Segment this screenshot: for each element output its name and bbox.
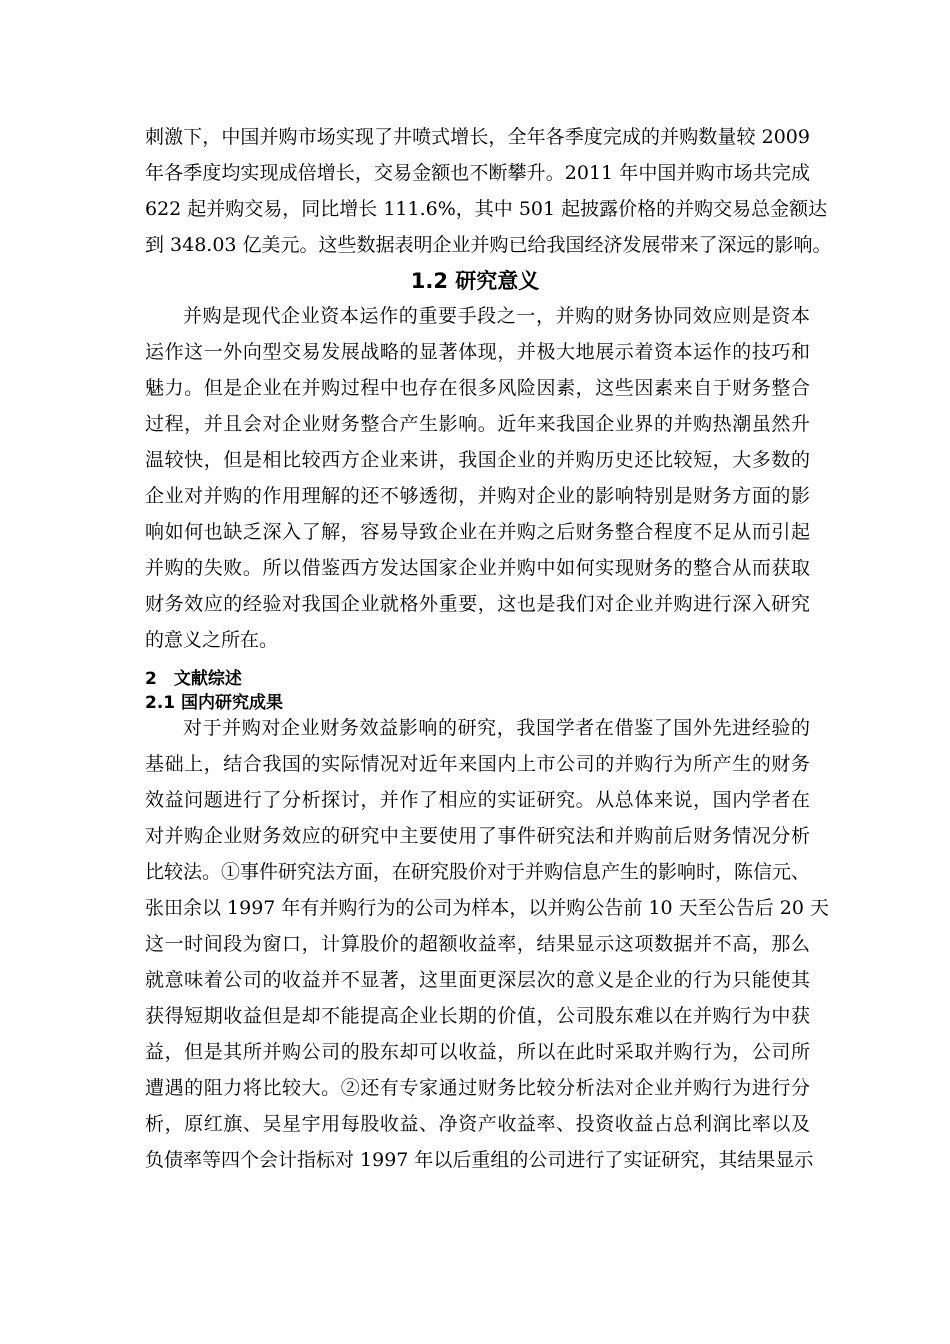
paragraph-line: 企业对并购的作用理解的还不够透彻，并购对企业的影响特别是财务方面的影 <box>145 485 810 507</box>
paragraph-line: 的意义之所在。 <box>145 629 279 651</box>
paragraph-line: 并购是现代企业资本运作的重要手段之一，并购的财务协同效应则是资本 <box>183 305 810 327</box>
paragraph-line: 遭遇的阻力将比较大。②还有专家通过财务比较分析法对企业并购行为进行分 <box>145 1077 810 1099</box>
paragraph-line: 到 348.03 亿美元。这些数据表明企业并购已给我国经济发展带来了深远的影响。 <box>145 234 832 256</box>
paragraph-line: 这一时间段为窗口，计算股价的超额收益率，结果显示这项数据并不高，那么 <box>145 933 810 955</box>
paragraph-line: 622 起并购交易，同比增长 111.6%，其中 501 起披露价格的并购交易总金额达 <box>145 198 828 220</box>
section-heading-1-2: 1.2 研究意义 <box>410 269 540 293</box>
paragraph-line: 就意味着公司的收益并不显著，这里面更深层次的意义是企业的行为只能使其 <box>145 969 810 991</box>
paragraph-line: 效益问题进行了分析探讨，并作了相应的实证研究。从总体来说，国内学者在 <box>145 789 810 811</box>
paragraph-line: 张田余以 1997 年有并购行为的公司为样本，以并购公告前 10 天至公告后 20 天 <box>145 897 829 919</box>
paragraph-line: 过程，并且会对企业财务整合产生影响。近年来我国企业界的并购热潮虽然升 <box>145 413 810 435</box>
paragraph-line: 比较法。①事件研究法方面，在研究股价对于并购信息产生的影响时，陈信元、 <box>145 861 811 883</box>
paragraph-line: 获得短期收益但是却不能提高企业长期的价值，公司股东难以在并购行为中获 <box>145 1005 810 1027</box>
paragraph-line: 刺激下，中国并购市场实现了井喷式增长，全年各季度完成的并购数量较 2009 <box>145 126 810 148</box>
paragraph-line: 年各季度均实现成倍增长，交易金额也不断攀升。2011 年中国并购市场共完成 <box>145 162 810 184</box>
section-heading-2-1: 2.1 国内研究成果 <box>145 693 284 713</box>
paragraph-line: 对并购企业财务效应的研究中主要使用了事件研究法和并购前后财务情况分析 <box>145 825 810 847</box>
paragraph-line: 益，但是其所并购公司的股东却可以收益，所以在此时采取并购行为，公司所 <box>145 1041 810 1063</box>
paragraph-line: 析，原红旗、吴星宇用每股收益、净资产收益率、投资收益占总利润比率以及 <box>145 1113 810 1135</box>
paragraph-line: 财务效应的经验对我国企业就格外重要，这也是我们对企业并购进行深入研究 <box>145 593 810 615</box>
paragraph-line: 基础上，结合我国的实际情况对近年来国内上市公司的并购行为所产生的财务 <box>145 753 810 775</box>
section-heading-2: 2 文献综述 <box>145 669 242 689</box>
paragraph-line: 运作这一外向型交易发展战略的显著体现，并极大地展示着资本运作的技巧和 <box>145 341 810 363</box>
paragraph-line: 魅力。但是企业在并购过程中也存在很多风险因素，这些因素来自于财务整合 <box>145 377 810 399</box>
paragraph-line: 并购的失败。所以借鉴西方发达国家企业并购中如何实现财务的整合从而获取 <box>145 557 810 579</box>
paragraph-line: 温较快，但是相比较西方企业来讲，我国企业的并购历史还比较短，大多数的 <box>145 449 810 471</box>
paragraph-line: 负债率等四个会计指标对 1997 年以后重组的公司进行了实证研究，其结果显示 <box>145 1149 814 1171</box>
paragraph-line: 对于并购对企业财务效益影响的研究，我国学者在借鉴了国外先进经验的 <box>183 717 810 739</box>
paragraph-line: 响如何也缺乏深入了解，容易导致企业在并购之后财务整合程度不足从而引起 <box>145 521 810 543</box>
